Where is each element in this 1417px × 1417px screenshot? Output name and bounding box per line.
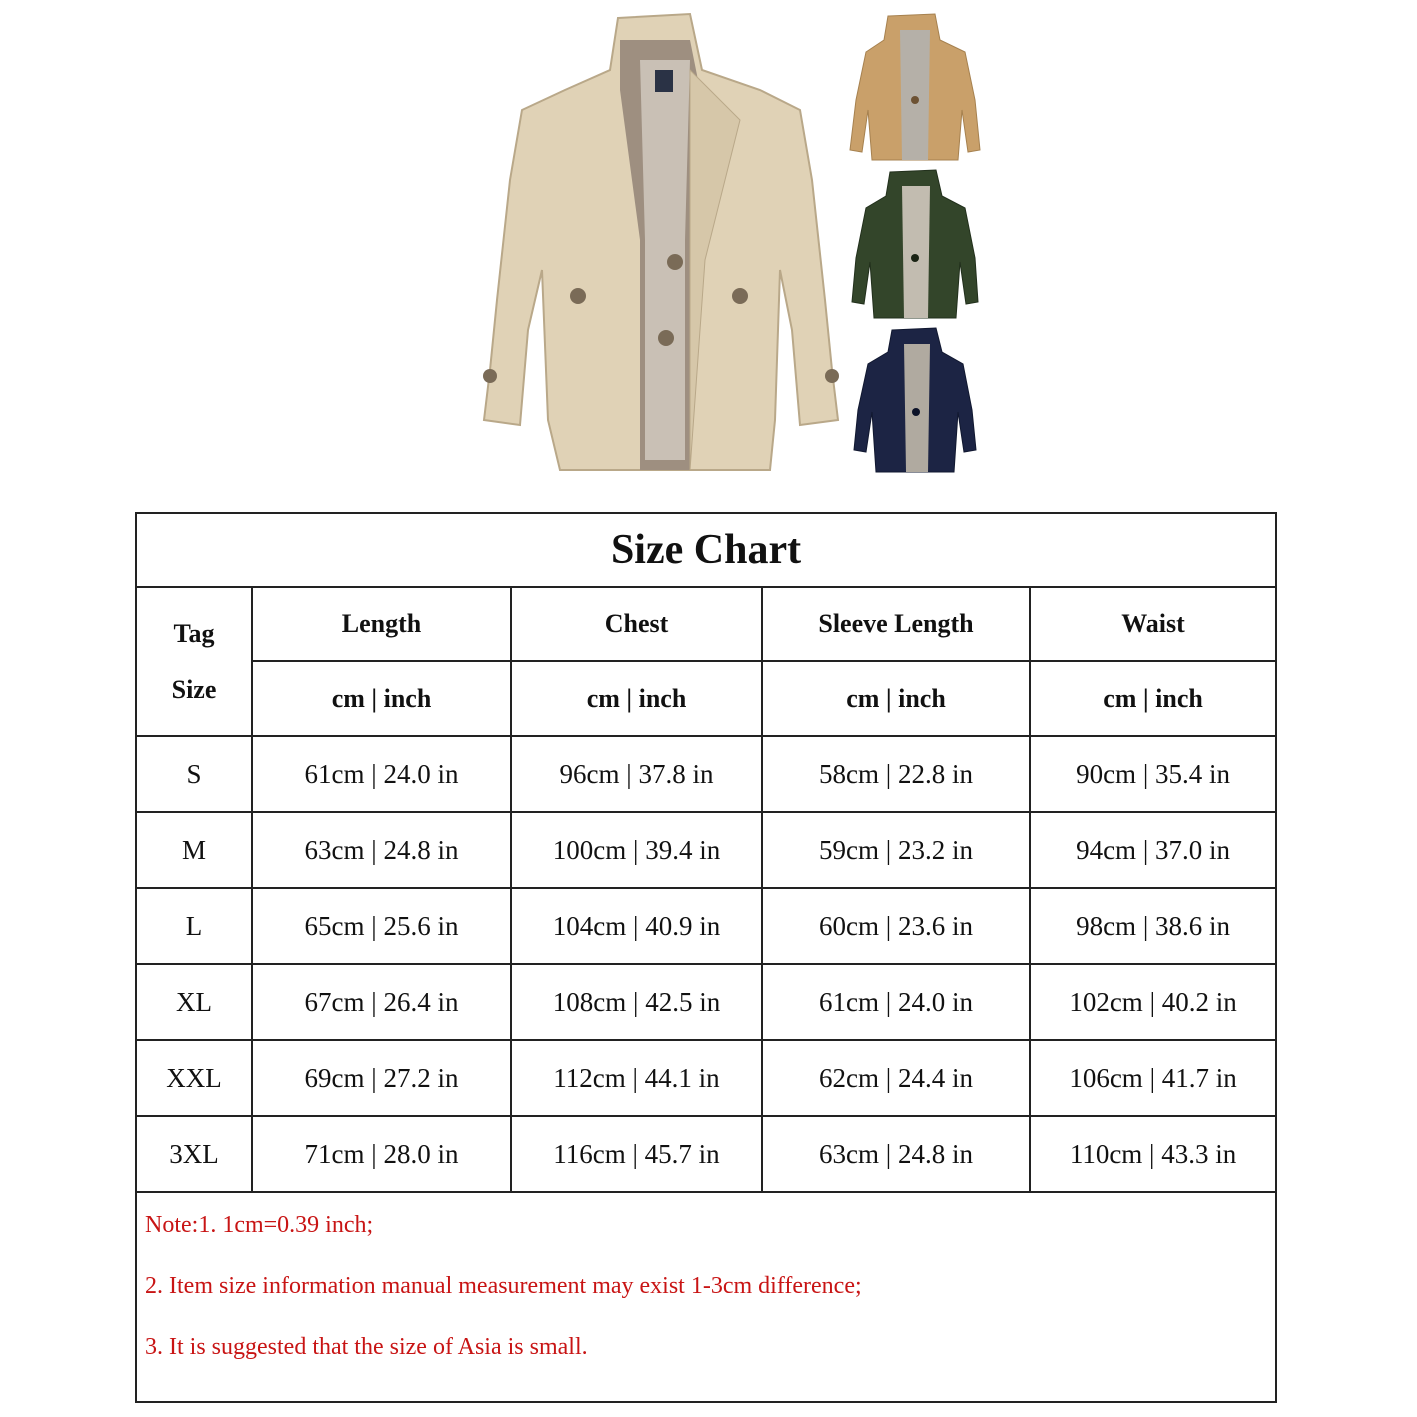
- length-cell: 65cm | 25.6 in: [252, 888, 511, 964]
- size-cell: L: [137, 888, 252, 964]
- column-header-row: [137, 587, 1275, 661]
- size-cell: XXL: [137, 1040, 252, 1116]
- length-cell: 63cm | 24.8 in: [252, 812, 511, 888]
- table-row: [137, 1040, 1275, 1116]
- size-cell: M: [137, 812, 252, 888]
- tan-coat-image: [850, 14, 980, 160]
- length-cell: 69cm | 27.2 in: [252, 1040, 511, 1116]
- sleeve-length-cell: 60cm | 23.6 in: [762, 888, 1030, 964]
- unit-label: cm | inch: [252, 661, 511, 736]
- table-row: [137, 812, 1275, 888]
- sleeve-length-cell: 58cm | 22.8 in: [762, 736, 1030, 812]
- tag-size-header: [137, 587, 252, 736]
- unit-label: cm | inch: [511, 661, 762, 736]
- unit-header-row: [137, 661, 1275, 736]
- length-cell: 67cm | 26.4 in: [252, 964, 511, 1040]
- note-3: 3. It is suggested that the size of Asia is small.: [145, 1334, 588, 1360]
- navy-blue-coat-image: [854, 328, 976, 472]
- chest-cell: 112cm | 44.1 in: [511, 1040, 762, 1116]
- size-cell: S: [137, 736, 252, 812]
- waist-cell: 94cm | 37.0 in: [1030, 812, 1275, 888]
- size-label: Size: [171, 674, 217, 704]
- length-cell: 61cm | 24.0 in: [252, 736, 511, 812]
- table-row: [137, 736, 1275, 812]
- note-1: Note:1. 1cm=0.39 inch;: [145, 1212, 374, 1238]
- unit-label: cm | inch: [762, 661, 1030, 736]
- waist-cell: 98cm | 38.6 in: [1030, 888, 1275, 964]
- header-sleeve-length: Sleeve Length: [762, 587, 1030, 661]
- waist-cell: 106cm | 41.7 in: [1030, 1040, 1275, 1116]
- header-chest: Chest: [511, 587, 762, 661]
- length-cell: 71cm | 28.0 in: [252, 1116, 511, 1192]
- sleeve-length-cell: 63cm | 24.8 in: [762, 1116, 1030, 1192]
- table-row: [137, 964, 1275, 1040]
- size-cell: 3XL: [137, 1116, 252, 1192]
- sleeve-length-cell: 59cm | 23.2 in: [762, 812, 1030, 888]
- size-table: [137, 514, 1275, 1193]
- chest-cell: 100cm | 39.4 in: [511, 812, 762, 888]
- table-row: [137, 888, 1275, 964]
- main-coat-image: [483, 14, 839, 470]
- chart-title: Size Chart: [137, 514, 1275, 587]
- waist-cell: 102cm | 40.2 in: [1030, 964, 1275, 1040]
- note-2: 2. Item size information manual measurement may exist 1-3cm difference;: [145, 1273, 862, 1299]
- product-images: [0, 0, 1417, 490]
- army-green-coat-image: [852, 170, 978, 318]
- table-row: [137, 1116, 1275, 1192]
- waist-cell: 90cm | 35.4 in: [1030, 736, 1275, 812]
- chest-cell: 96cm | 37.8 in: [511, 736, 762, 812]
- sleeve-length-cell: 62cm | 24.4 in: [762, 1040, 1030, 1116]
- chest-cell: 108cm | 42.5 in: [511, 964, 762, 1040]
- header-length: Length: [252, 587, 511, 661]
- sleeve-length-cell: 61cm | 24.0 in: [762, 964, 1030, 1040]
- size-cell: XL: [137, 964, 252, 1040]
- notes-section: [137, 1193, 1275, 1390]
- tag-label: Tag: [173, 618, 215, 648]
- chest-cell: 116cm | 45.7 in: [511, 1116, 762, 1192]
- chest-cell: 104cm | 40.9 in: [511, 888, 762, 964]
- header-waist: Waist: [1030, 587, 1275, 661]
- size-chart: [135, 512, 1277, 1403]
- unit-label: cm | inch: [1030, 661, 1275, 736]
- waist-cell: 110cm | 43.3 in: [1030, 1116, 1275, 1192]
